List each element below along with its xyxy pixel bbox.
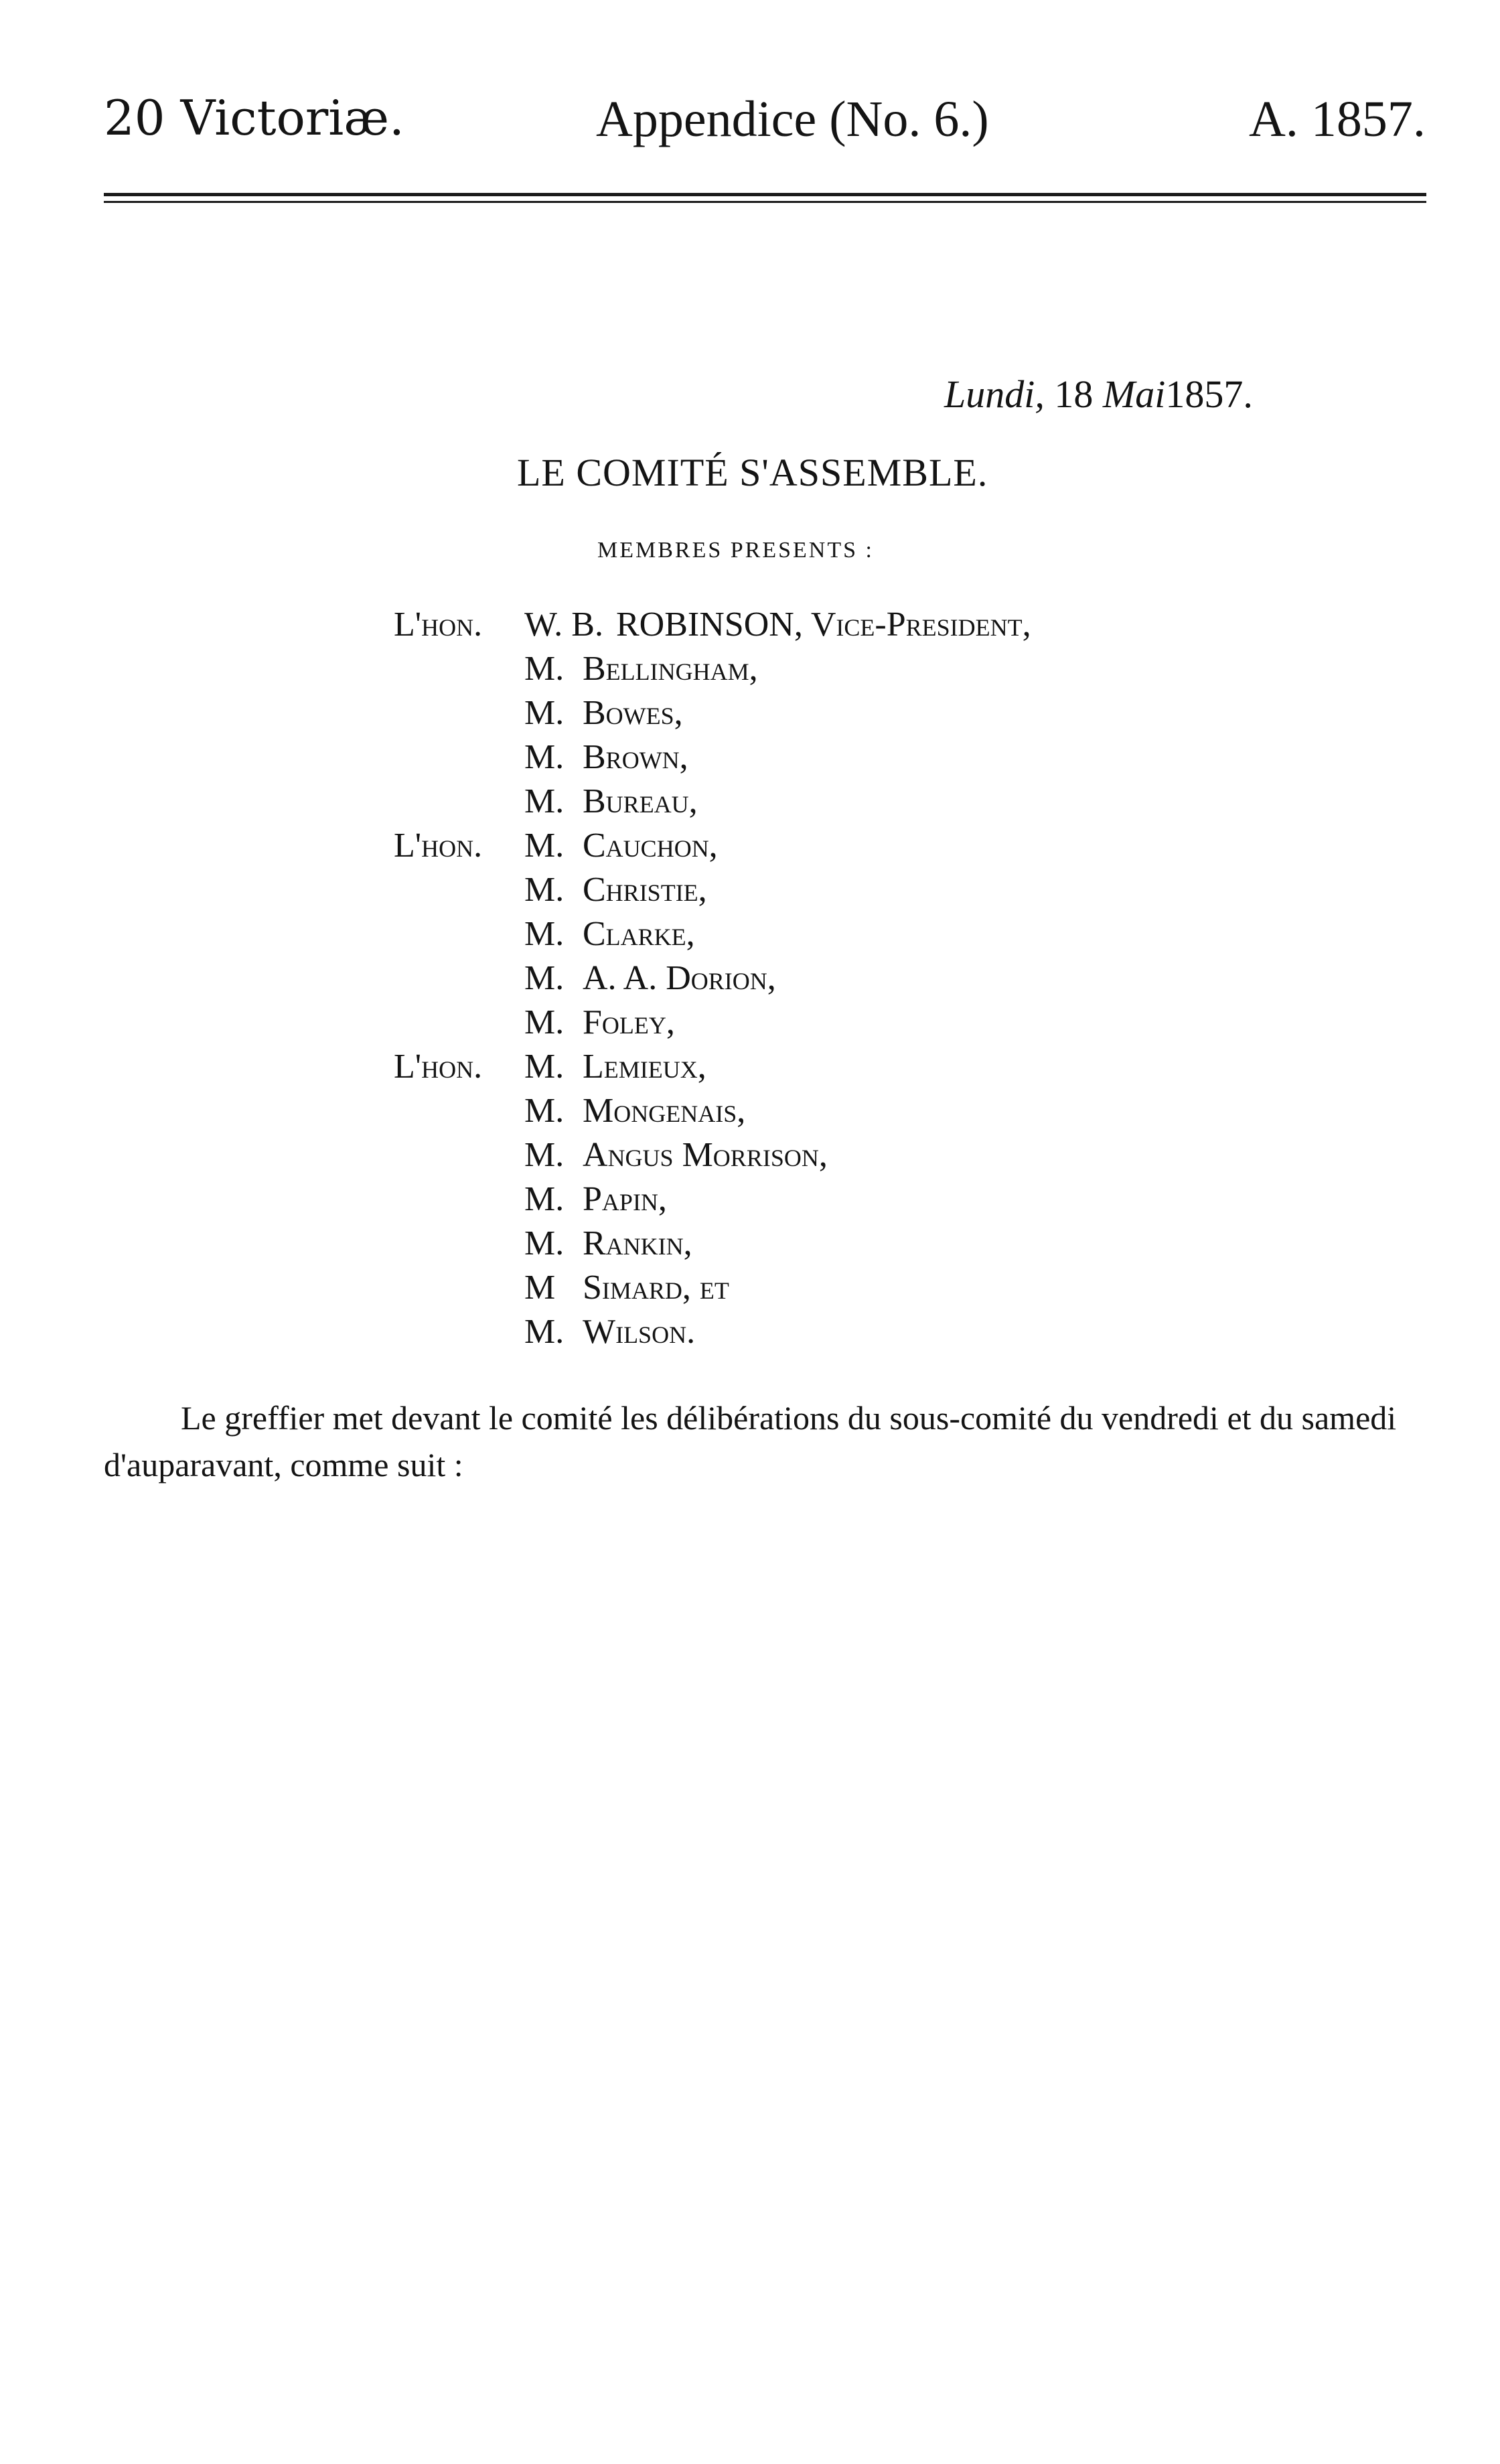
- date-month: Mai: [1102, 372, 1166, 416]
- members-heading: MEMBRES PRESENTS :: [597, 538, 874, 563]
- member-name: Lemieux,: [583, 1047, 706, 1086]
- member-title: M.: [524, 1136, 565, 1174]
- member-title: M.: [524, 694, 565, 732]
- member-name: Simard, et: [583, 1269, 729, 1307]
- member-title: W. B.: [524, 605, 603, 644]
- header-session: 20 Victoriæ.: [104, 90, 404, 146]
- member-prefix: L'hon.: [394, 826, 483, 865]
- paragraph-text: Le greffier met devant le comité les délibérations du sous-comité du vendredi et du samedi d'auparavant, comme suit :: [104, 1399, 1397, 1483]
- member-title: M: [524, 1269, 556, 1307]
- member-title: M.: [524, 782, 565, 820]
- member-name: Papin,: [583, 1180, 667, 1218]
- header-rule-thick: [104, 193, 1426, 196]
- member-name: Clarke,: [583, 915, 695, 953]
- member-title: M.: [524, 959, 565, 997]
- clerk-paragraph: [104, 1394, 1433, 1488]
- member-title: M.: [524, 1224, 565, 1262]
- member-prefix: L'hon.: [394, 605, 483, 644]
- member-title: M.: [524, 915, 565, 953]
- header-appendix: Appendice (No. 6.): [596, 91, 989, 147]
- header-year: A. 1857.: [1249, 91, 1426, 147]
- member-name: Christie,: [583, 871, 707, 909]
- member-title: M.: [524, 871, 565, 909]
- member-name: ROBINSON, Vice-President,: [616, 605, 1031, 644]
- member-name: Mongenais,: [583, 1092, 746, 1130]
- member-name: Bellingham,: [583, 650, 758, 688]
- member-name: Angus Morrison,: [583, 1136, 828, 1174]
- date-weekday: Lundi,: [944, 372, 1045, 416]
- member-name: A. A. Dorion,: [583, 959, 776, 997]
- member-title: M.: [524, 738, 565, 776]
- member-name: Brown,: [583, 738, 688, 776]
- member-title: M.: [524, 1180, 565, 1218]
- member-name: Bureau,: [583, 782, 698, 820]
- header-rule-thin: [104, 201, 1426, 203]
- member-title: M.: [524, 1047, 565, 1086]
- member-title: M.: [524, 1003, 565, 1041]
- member-name: Rankin,: [583, 1224, 692, 1262]
- date-year: 1857.: [1165, 372, 1253, 416]
- member-title: M.: [524, 1313, 565, 1351]
- member-title: M.: [524, 826, 565, 865]
- member-title: M.: [524, 1092, 565, 1130]
- member-name: Cauchon,: [583, 826, 718, 865]
- member-name: Wilson.: [583, 1313, 696, 1351]
- member-prefix: L'hon.: [394, 1047, 483, 1086]
- section-title: LE COMITÉ S'ASSEMBLE.: [517, 451, 988, 494]
- meeting-date: [944, 372, 1253, 417]
- member-name: Bowes,: [583, 694, 683, 732]
- member-title: M.: [524, 650, 565, 688]
- date-day: 18: [1054, 372, 1094, 416]
- member-name: Foley,: [583, 1003, 675, 1041]
